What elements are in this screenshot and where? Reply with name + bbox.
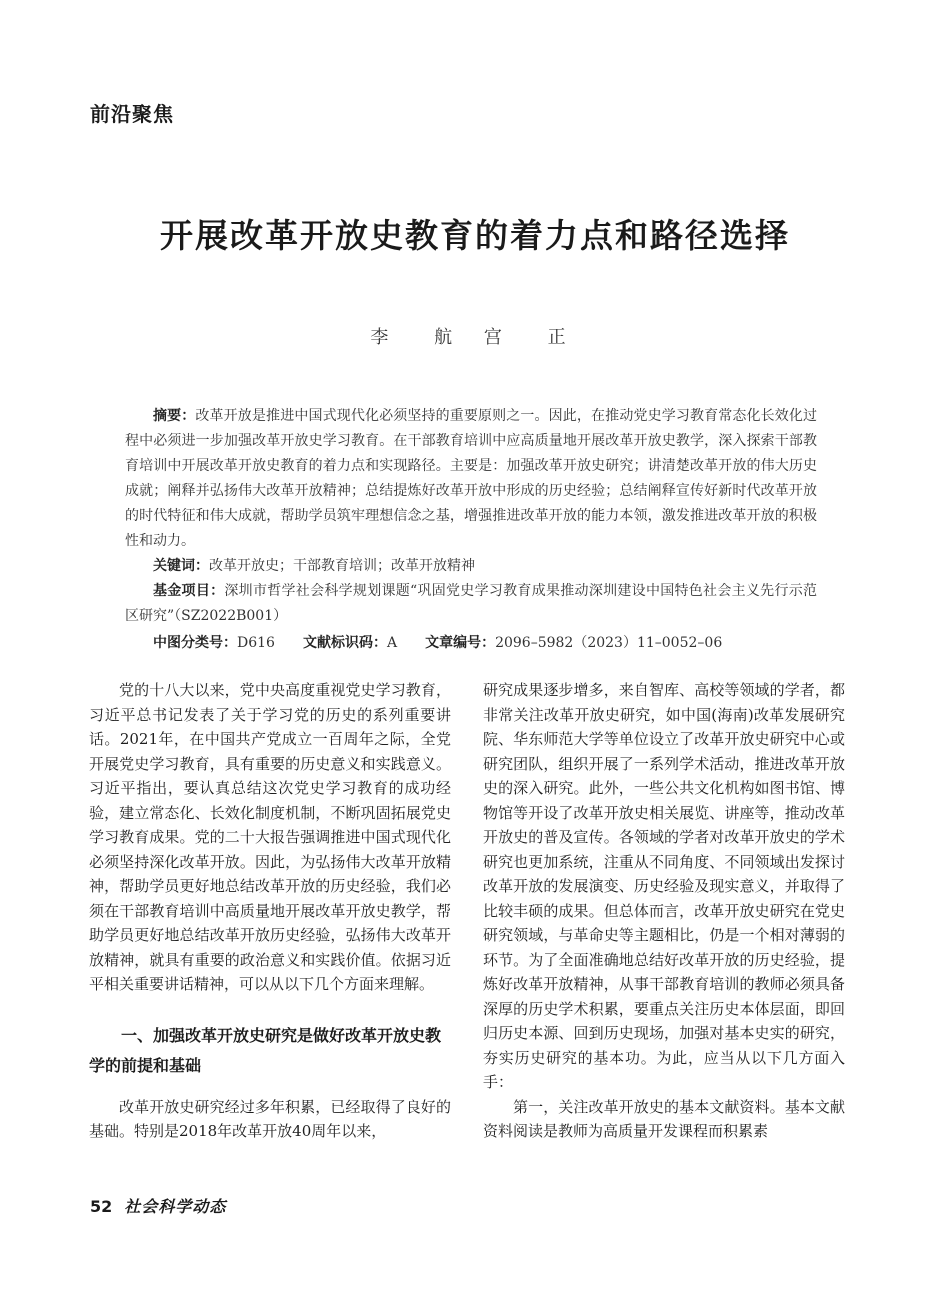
authors (0, 323, 950, 349)
keywords-label: 关键词： (153, 558, 209, 574)
article-title: 开展改革开放史教育的着力点和路径选择 (160, 216, 790, 255)
journal-name: 社会科学动态 (124, 1197, 227, 1216)
page-number: 52 (90, 1197, 113, 1216)
fund-text: 深圳市哲学社会科学规划课题“巩固党史学习教育成果推动深圳建设中国特色社会主义先行示范区研究”（SZ2022B001） (125, 583, 818, 624)
author-2: 宫 正 (483, 327, 580, 348)
body-paragraph: 研究成果逐步增多，来自智库、高校等领域的学者，都非常关注改革开放史研究，如中国(海南)改革发展研究院、华东师范大学等单位设立了改革开放史研究中心或研究团队，组织开展了一系列学术活动，推进改革开放史的深入研究。此外，一些公共文化机构如图书馆、博物馆等开设了改革开放史相关展览、讲座等，推动改革开放史的普及宣传。各领域的学者对改革开放史的学术研究也更加系统，注重从不同角度、不同领域出发探讨改革开放的发展演变、历史经验及现实意义，并取得了比较丰硕的成果。但总体而言，改革开放史研究在党史研究领域，与革命史等主题相比，仍是一个相对薄弱的环节。为了全面准确地总结好改革开放的历史经验，提炼好改革开放精神，从事干部教育培训的教师必须具备深厚的历史学术积累，要重点关注历史本体层面，即回归历史本源、回到历史现场，加强对基本史实的研究，夯实历史研究的基本功。为此，应当从以下几方面入手： (483, 681, 845, 1091)
fund (125, 579, 817, 629)
body-column-right (483, 678, 845, 1144)
article-no-label: 文章编号： (425, 635, 496, 651)
abstract-text: 改革开放是推进中国式现代化必须坚持的重要原则之一。因此，在推动党史学习教育常态化长效化过程中必须进一步加强改革开放史学习教育。在干部教育培训中应高质量地开展改革开放史教学，深入探索干部教育培训中开展改革开放史教育的着力点和实现路径。主要是：加强改革开放史研究；讲清楚改革开放的伟大历史成就；阐释并弘扬伟大改革开放精神；总结提炼好改革开放中形成的历史经验；总结阐释宣传好新时代改革开放的时代特征和伟大成就，帮助学员筑牢理想信念之基，增强推进改革开放的能力本领，激发推进改革开放的积极性和动力。 (125, 408, 818, 549)
author-1: 李 航 (370, 327, 467, 348)
clc-value: D616 (237, 635, 275, 651)
body-paragraph: 党的十八大以来，党中央高度重视党史学习教育，习近平总书记发表了关于学习党的历史的系列重要讲话。2021年，在中国共产党成立一百周年之际，全党开展党史学习教育，具有重要的历史意义和实践意义。习近平指出，要认真总结这次党史学习教育的成功经验，建立常态化、长效化制度机制，不断巩固拓展党史学习教育成果。党的二十大报告强调推进中国式现代化必须坚持深化改革开放。因此，为弘扬伟大改革开放精神，帮助学员更好地总结改革开放的历史经验，我们必须在干部教育培训中高质量地开展改革开放史教学，帮助学员更好地总结改革开放历史经验，弘扬伟大改革开放精神，就具有重要的政治意义和实践价值。依据习近平相关重要讲话精神，可以从以下几个方面来理解。 (89, 681, 451, 993)
section-tag: 前沿聚焦 (90, 102, 174, 126)
abstract (125, 404, 817, 554)
keywords (125, 554, 817, 579)
doc-code-value: A (386, 635, 398, 651)
abstract-block (125, 404, 817, 656)
doc-code-label: 文献标识码： (302, 635, 387, 651)
body-column-left (89, 678, 451, 1144)
body-paragraph: 改革开放史研究经过多年积累，已经取得了良好的基础。特别是2018年改革开放40周年以来， (89, 1097, 451, 1140)
keywords-text: 改革开放史；干部教育培训；改革开放精神 (209, 558, 475, 574)
classification-line (125, 631, 817, 656)
clc-label: 中图分类号： (153, 635, 237, 651)
page-footer (90, 1194, 226, 1217)
body-paragraph: 第一，关注改革开放史的基本文献资料。基本文献资料阅读是教师为高质量开发课程而积累素 (483, 1097, 845, 1140)
article-no-value: 2096–5982（2023）11–0052–06 (495, 635, 723, 651)
abstract-label: 摘要： (153, 408, 196, 424)
section-heading: 一、加强改革开放史研究是做好改革开放史教学的前提和基础 (89, 1025, 442, 1075)
fund-label: 基金项目： (153, 583, 225, 599)
